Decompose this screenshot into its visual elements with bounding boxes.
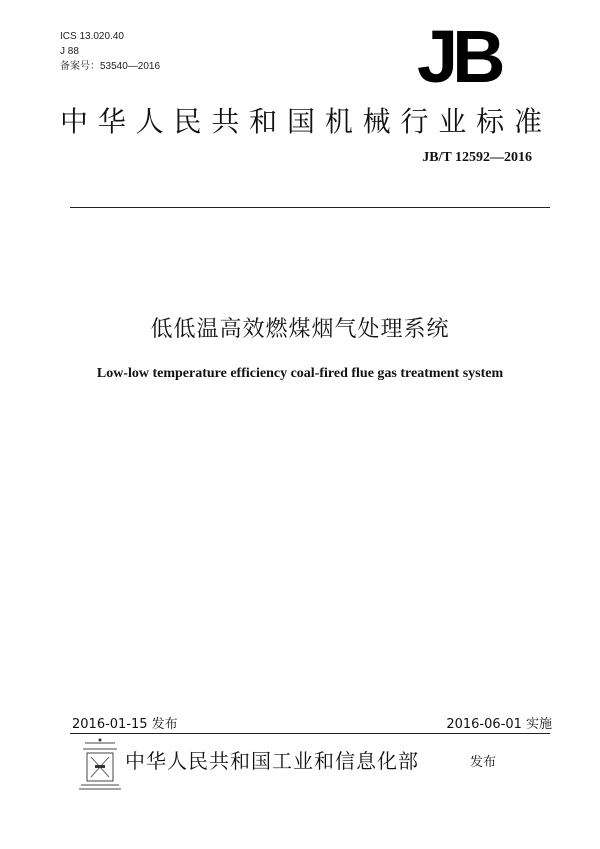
footer-divider (70, 733, 550, 734)
standard-category-title: 中华人民共和国机械行业标准 (60, 105, 550, 138)
ministry-seal-icon (75, 735, 125, 793)
issuer-suffix: 发布 (470, 755, 497, 770)
issuing-authority: 中华人民共和国工业和信息化部 (125, 749, 419, 773)
standard-name-cn: 低低温高效燃煤烟气处理系统 (150, 317, 450, 342)
issue-date: 2016-01-15 发布 (72, 717, 178, 732)
header-divider (70, 207, 550, 208)
standard-name-en: Low-low temperature efficiency coal-fired flue gas treatment system (96, 366, 504, 381)
implementation-date: 2016-06-01 实施 (446, 717, 552, 732)
filing-number: 备案号：53540—2016 (60, 61, 161, 72)
class-code: J 88 (60, 46, 79, 57)
standard-number: JB/T 12592—2016 (422, 150, 532, 165)
jb-logo (415, 22, 525, 88)
ics-code: ICS 13.020.40 (60, 31, 124, 42)
jb-logo-text: JB (417, 22, 500, 88)
